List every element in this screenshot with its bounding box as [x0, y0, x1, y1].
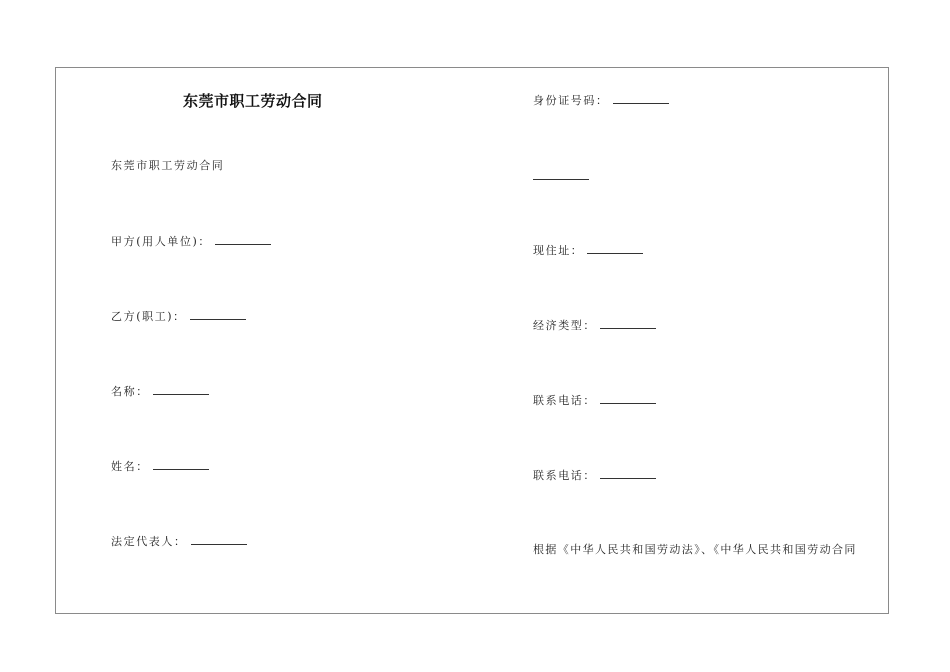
extra-blank-line[interactable] [533, 169, 589, 180]
economic-type-label: 经济类型： [533, 319, 596, 332]
phone-label-2: 联系电话： [533, 469, 596, 482]
legal-basis-text: 根据《中华人民共和国劳动法》、《中华人民共和国劳动合同 [533, 543, 857, 556]
address-line [533, 243, 643, 258]
phone-label-1: 联系电话： [533, 394, 596, 407]
party-a-label: 甲方(用人单位)： [111, 235, 211, 248]
legal-basis-line [533, 543, 857, 557]
legal-rep-blank[interactable] [191, 534, 247, 545]
economic-type-blank[interactable] [600, 318, 656, 329]
id-number-line [533, 93, 669, 108]
document-title: 东莞市职工劳动合同 [183, 92, 323, 110]
legal-rep-line [111, 534, 247, 549]
address-blank[interactable] [587, 243, 643, 254]
party-a-line [111, 234, 271, 249]
address-label: 现住址： [533, 244, 584, 257]
contract-subtitle [111, 159, 224, 173]
name-label: 名称： [111, 385, 149, 398]
phone-blank-2[interactable] [600, 468, 656, 479]
id-number-label: 身份证号码： [533, 94, 609, 107]
person-name-blank[interactable] [153, 459, 209, 470]
person-name-label: 姓名： [111, 460, 149, 473]
legal-rep-label: 法定代表人： [111, 535, 187, 548]
phone-line-1 [533, 393, 656, 408]
id-number-blank[interactable] [613, 93, 669, 104]
party-b-line [111, 309, 246, 324]
party-b-blank[interactable] [190, 309, 246, 320]
party-b-label: 乙方(职工)： [111, 310, 186, 323]
party-a-blank[interactable] [215, 234, 271, 245]
document-page-frame [55, 67, 889, 614]
name-line [111, 384, 209, 399]
person-name-line [111, 459, 209, 474]
name-blank[interactable] [153, 384, 209, 395]
phone-blank-1[interactable] [600, 393, 656, 404]
contract-subtitle-text: 东莞市职工劳动合同 [111, 159, 225, 172]
economic-type-line [533, 318, 656, 333]
phone-line-2 [533, 468, 656, 483]
